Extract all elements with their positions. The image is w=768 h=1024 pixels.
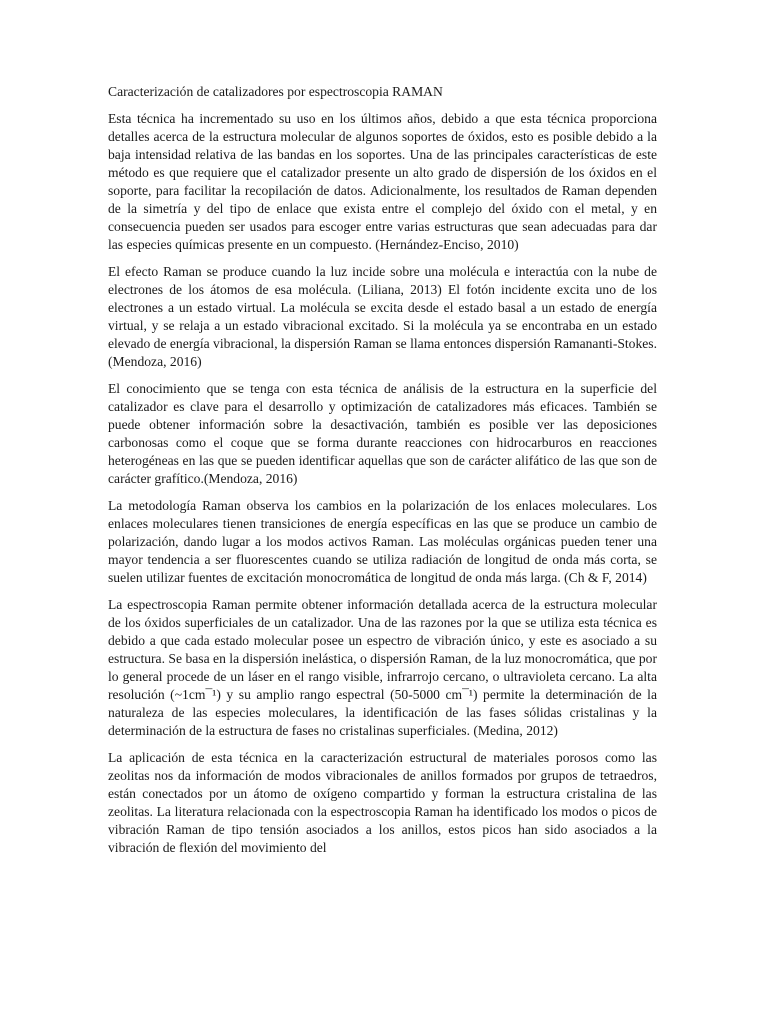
- paragraph-6: La aplicación de esta técnica en la caracterización estructural de materiales porosos como las zeolitas nos da información de modos vibracionales de anillos formados por grupos de tetraedros, están conectados por un átomo de oxígeno compartido y forman la estructura cristalina de las zeolitas. La literatura relacionada con la espectroscopia Raman ha identificado los modos o picos de vibración Raman de tipo tensión asociados a los anillos, estos picos han sido asociados a la vibración de flexión del movimiento del: [108, 750, 657, 855]
- document-title: Caracterización de catalizadores por espectroscopia RAMAN: [108, 84, 443, 99]
- paragraph-3: El conocimiento que se tenga con esta técnica de análisis de la estructura en la superficie del catalizador es clave para el desarrollo y optimización de catalizadores más eficaces. También se puede obtener información sobre la desactivación, también es posible ver las deposiciones carbonosas como el coque que se forma durante reacciones con hidrocarburos en reacciones heterogéneas en las que se pueden identificar aquellas que son de carácter alifático de las que son de carácter grafítico.(Mendoza, 2016): [108, 381, 657, 486]
- paragraph-1: Esta técnica ha incrementado su uso en los últimos años, debido a que esta técnica proporciona detalles acerca de la estructura molecular de algunos soportes de óxidos, esto es posible debido a la baja intensidad relativa de las bandas en los soportes. Una de las principales características de este método es que requiere que el catalizador presente un alto grado de dispersión de los óxidos en el soporte, para facilitar la recopilación de datos. Adicionalmente, los resultados de Raman dependen de la simetría y del tipo de enlace que exista entre el complejo del óxido con el metal, y en consecuencia pueden ser usados para escoger entre varias estructuras que sean adecuadas para dar las especies químicas presente en un compuesto. (Hernández-Enciso, 2010): [108, 111, 657, 252]
- paragraph-5: La espectroscopia Raman permite obtener información detallada acerca de la estructura molecular de los óxidos superficiales de un catalizador. Una de las razones por la que se utiliza esta técnica es debido a que cada estado molecular posee un espectro de vibración único, y este es asociado a su estructura. Se basa en la dispersión inelástica, o dispersión Raman, de la luz monocromática, que por lo general procede de un láser en el rango visible, infrarrojo cercano, o ultravioleta cercano. La alta resolución (~1cm¯¹) y su amplio rango espectral (50-5000 cm¯¹) permite la determinación de la naturaleza de las especies moleculares, la identificación de las fases sólidas cristalinas y la determinación de la estructura de fases no cristalinas superficiales. (Medina, 2012): [108, 597, 657, 738]
- paragraph-4: La metodología Raman observa los cambios en la polarización de los enlaces moleculares. Los enlaces moleculares tienen transiciones de energía específicas en las que se produce un cambio de polarización, dando lugar a los modos activos Raman. Las moléculas orgánicas pueden tener una mayor tendencia a ser fluorescentes cuando se utiliza radiación de longitud de onda más corta, se suelen utilizar fuentes de excitación monocromática de longitud de onda más larga. (Ch & F, 2014): [108, 498, 657, 585]
- paragraph-2: El efecto Raman se produce cuando la luz incide sobre una molécula e interactúa con la nube de electrones de los átomos de esa molécula. (Liliana, 2013) El fotón incidente excita uno de los electrones a un estado virtual. La molécula se excita desde el estado basal a un estado de energía virtual, y se relaja a un estado vibracional excitado. Si la molécula ya se encontraba en un estado elevado de energía vibracional, la dispersión Raman se llama entonces dispersión Ramananti-Stokes. (Mendoza, 2016): [108, 264, 658, 369]
- document-page: [108, 83, 657, 866]
